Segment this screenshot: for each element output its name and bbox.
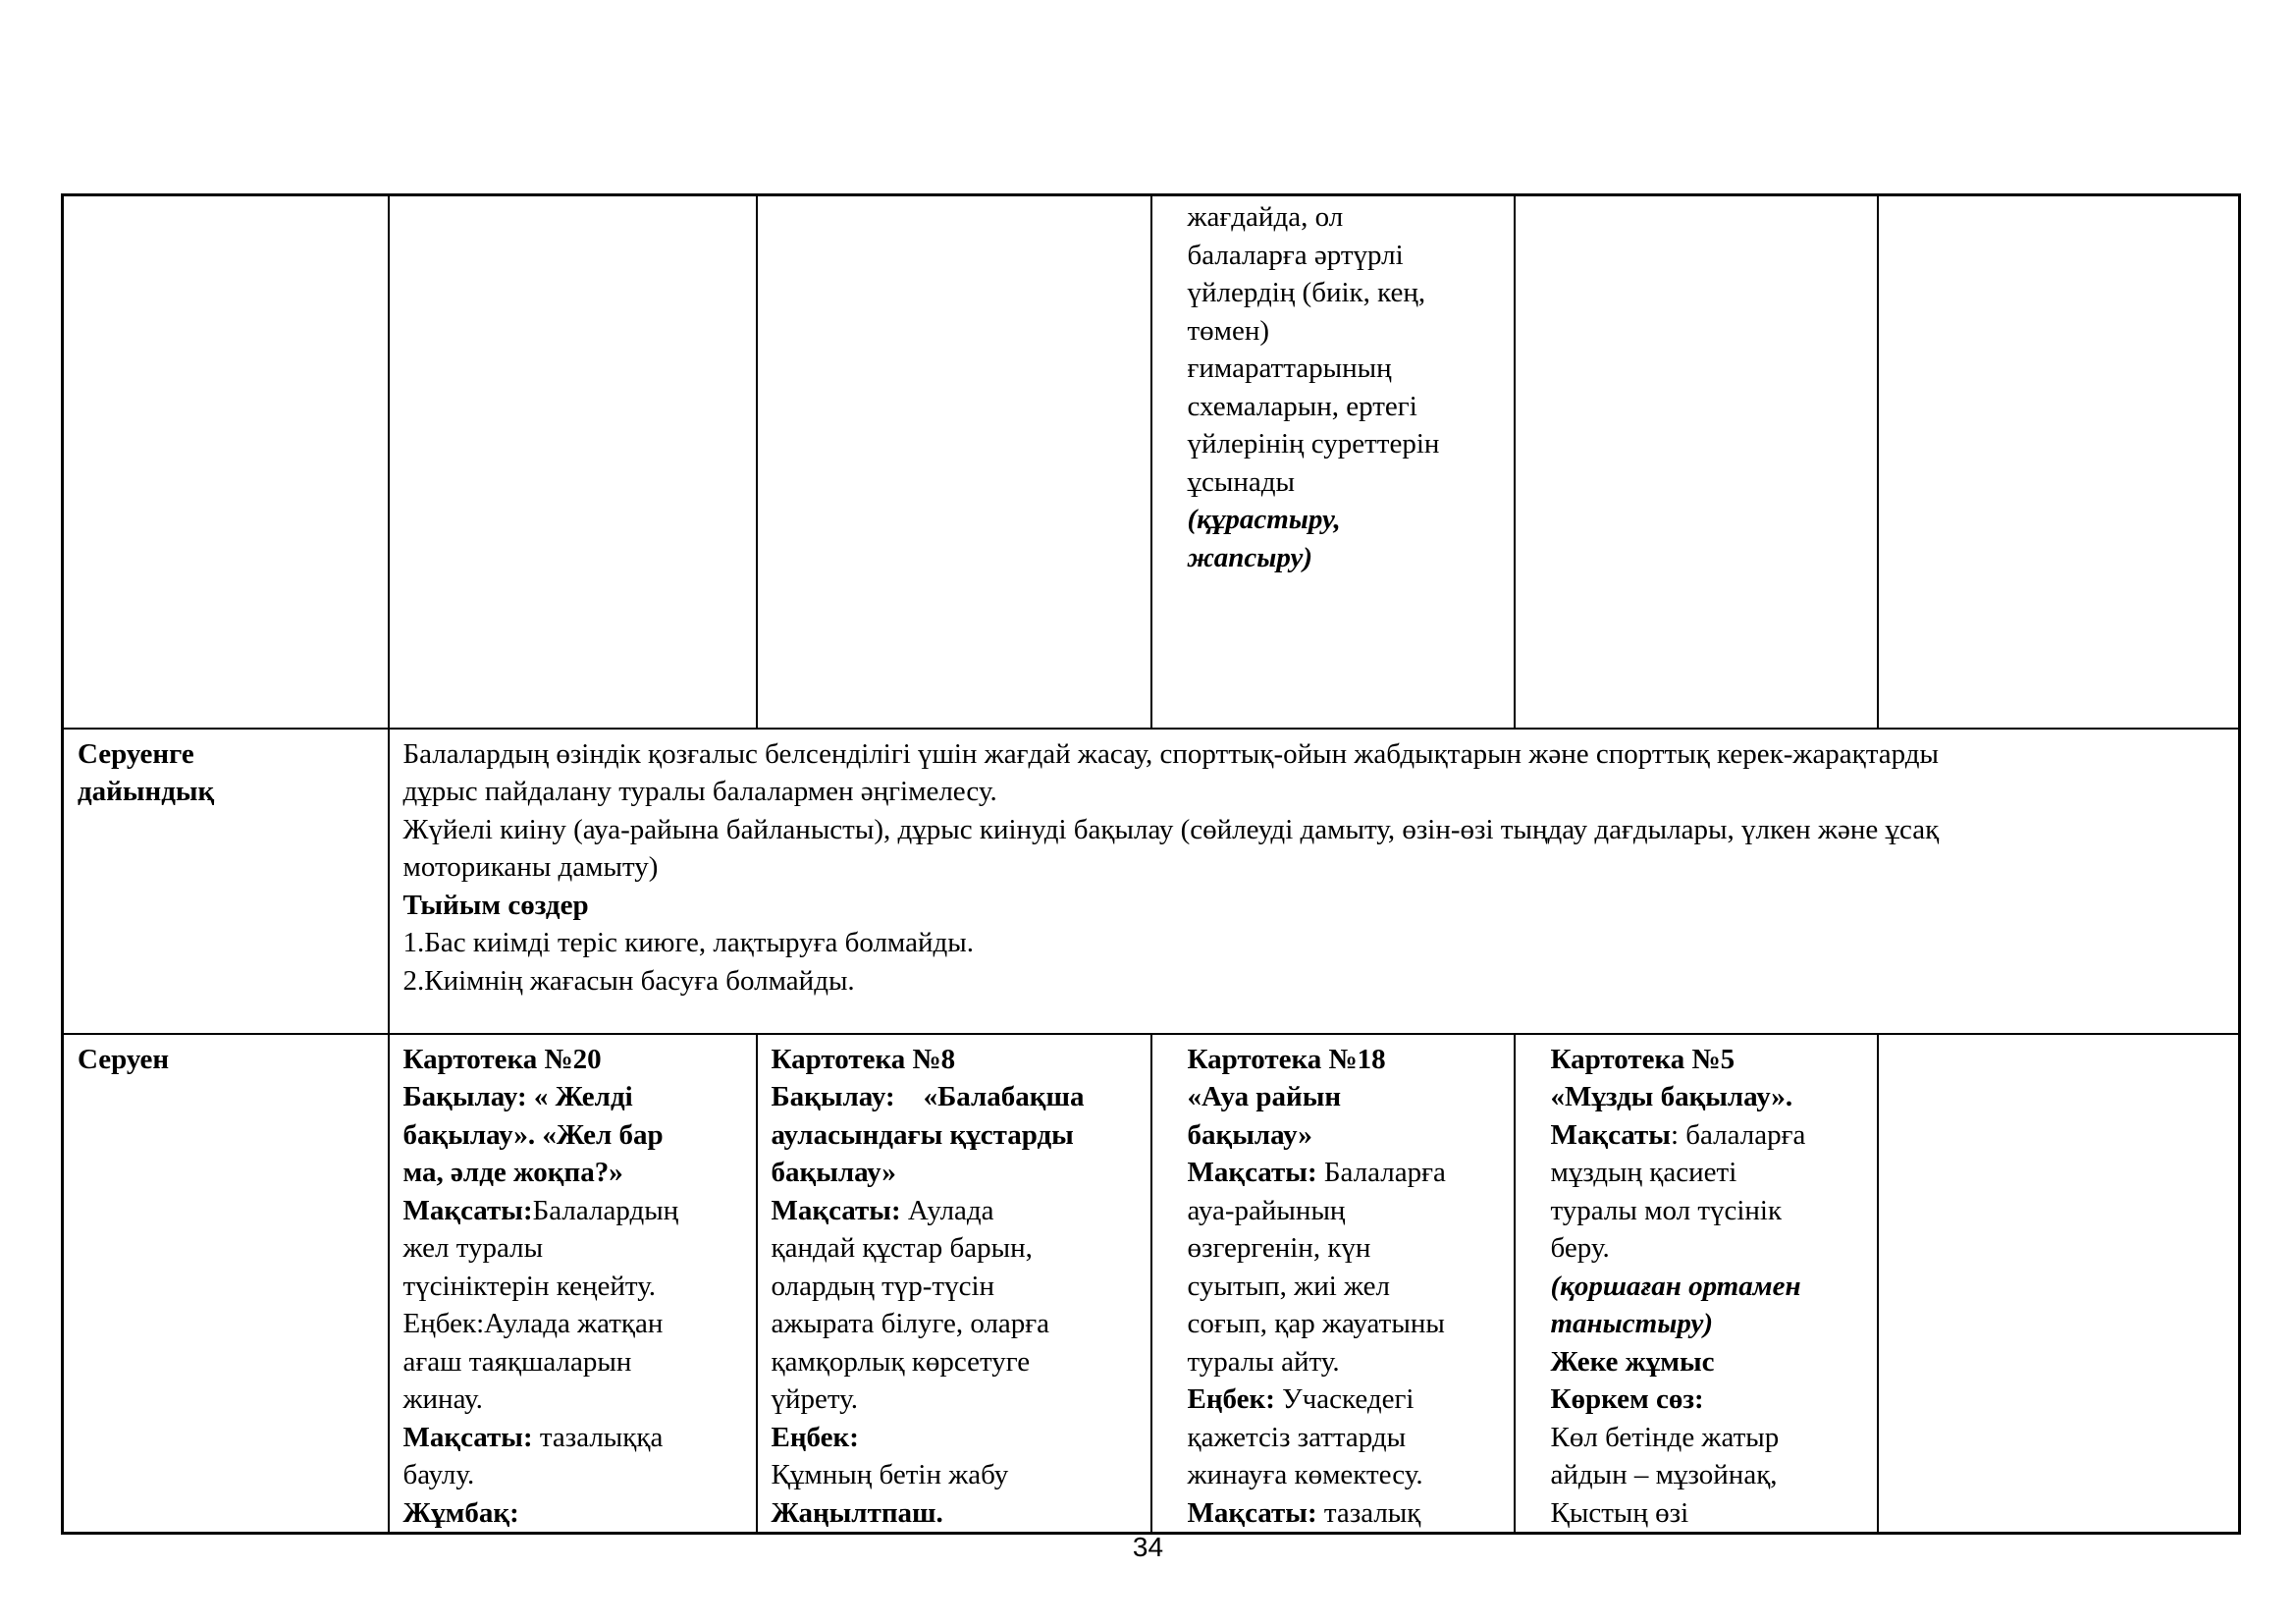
text-line: Еңбек:Аулада жатқан bbox=[402, 1308, 664, 1339]
text-line: соғып, қар жауатыны bbox=[1187, 1308, 1445, 1339]
observation-line: Бақылау: « Желді bbox=[402, 1081, 633, 1112]
text-line: дұрыс пайдалану туралы балалармен әңгімелесу. bbox=[402, 776, 997, 807]
poem-line: Қыстың өзі bbox=[1550, 1496, 1689, 1529]
text-line: Құмның бетін жабу bbox=[771, 1459, 1009, 1490]
observation-line: ма, әлде жоқпа?» bbox=[402, 1157, 623, 1188]
text-line: ғимараттарының bbox=[1187, 352, 1392, 384]
observation-line: ауласындағы құстарды bbox=[771, 1118, 1074, 1151]
monday-cell bbox=[389, 195, 757, 729]
text-line: үйлерінің суреттерін bbox=[1187, 428, 1440, 460]
row-label: дайындық bbox=[78, 776, 215, 807]
walk-preparation-content bbox=[389, 729, 2240, 1034]
activity-type-line: жапсыру) bbox=[1187, 541, 1312, 573]
text-line: жел туралы bbox=[402, 1232, 544, 1264]
tuesday-cell bbox=[757, 195, 1151, 729]
text-line: баулу. bbox=[402, 1459, 475, 1490]
text-line: олардың түр-түсін bbox=[771, 1270, 995, 1302]
taboo-item: 2.Киімнің жағасын басуға болмайды. bbox=[402, 964, 855, 997]
text-line: ағаш таяқшаларын bbox=[402, 1345, 632, 1378]
wednesday-cell bbox=[1151, 195, 1515, 729]
text-line: қандай құстар барын, bbox=[771, 1232, 1033, 1264]
goal-line bbox=[772, 1192, 1137, 1230]
thursday-walk-cell bbox=[1515, 1034, 1878, 1534]
text-line: үйлердің (биік, кең, bbox=[1187, 277, 1426, 308]
row-label: Серуенге bbox=[78, 737, 194, 770]
card-title: Картотека №5 bbox=[1550, 1043, 1735, 1075]
goal-text: Балалардың bbox=[532, 1194, 679, 1226]
text-line: жинау. bbox=[402, 1383, 483, 1415]
text-line: суытып, жиі жел bbox=[1187, 1270, 1391, 1302]
text-line: жинауға көмектесу. bbox=[1187, 1459, 1423, 1490]
friday-cell bbox=[1878, 195, 2240, 729]
goal-label: Мақсаты: bbox=[402, 1421, 533, 1453]
text-line: Балалардың өзіндік қозғалыс белсенділігі үшін жағдай жасау, спорттық-ойын жабдықтарын және спорттық керек-жарақтарды bbox=[402, 737, 1940, 770]
observation-line: Бақылау: «Балабақша bbox=[771, 1081, 1085, 1112]
work-label: Еңбек: bbox=[771, 1421, 859, 1453]
text-line: төмен) bbox=[1187, 314, 1270, 347]
text-line: өзгергенін, күн bbox=[1187, 1232, 1371, 1264]
text-line: ауа-райының bbox=[1187, 1194, 1346, 1226]
activity-type-line: (құрастыру, bbox=[1187, 504, 1341, 535]
goal-text: тазалық bbox=[1316, 1496, 1421, 1529]
observation-line: «Мұзды бақылау». bbox=[1550, 1081, 1793, 1112]
walk-preparation-row bbox=[63, 729, 2240, 1034]
work-text: Учаскедегі bbox=[1274, 1383, 1415, 1415]
row-label-cell bbox=[63, 1034, 389, 1534]
goal-line bbox=[1188, 1494, 1500, 1533]
text-line: ұсынады bbox=[1187, 465, 1295, 498]
observation-line: бақылау» bbox=[771, 1157, 896, 1188]
thursday-cell bbox=[1515, 195, 1878, 729]
activity-type-line: (қоршаған ортамен bbox=[1550, 1270, 1801, 1302]
row-label-cell bbox=[63, 195, 389, 729]
card-title: Картотека №20 bbox=[402, 1043, 602, 1075]
text-line: моториканы дамыту) bbox=[402, 851, 659, 883]
text-line: жағдайда, ол bbox=[1187, 201, 1344, 233]
tongue-twister-label: Жаңылтпаш. bbox=[771, 1496, 943, 1529]
goal-line bbox=[403, 1192, 742, 1230]
card-title: Картотека №8 bbox=[771, 1043, 956, 1075]
text-line: қажетсіз заттарды bbox=[1187, 1421, 1407, 1453]
text-line: схемаларын, ертегі bbox=[1187, 390, 1417, 422]
text-line: туралы мол түсінік bbox=[1550, 1194, 1783, 1226]
observation-line: бақылау». «Жел бар bbox=[402, 1118, 664, 1151]
work-line bbox=[1188, 1380, 1500, 1419]
text-line: үйрету. bbox=[771, 1383, 859, 1415]
tuesday-walk-cell bbox=[757, 1034, 1151, 1534]
row-label: Серуен bbox=[78, 1043, 170, 1075]
page-number: 34 bbox=[1132, 1532, 1164, 1562]
text-line: беру. bbox=[1550, 1232, 1610, 1264]
text-line: туралы айту. bbox=[1187, 1345, 1340, 1378]
goal-label: Мақсаты: bbox=[402, 1194, 533, 1226]
observation-line: «Ауа райын bbox=[1187, 1081, 1342, 1112]
text-line: мұздың қасиеті bbox=[1550, 1157, 1737, 1188]
goal-label: Мақсаты: bbox=[1187, 1496, 1317, 1529]
text-line: балаларға әртүрлі bbox=[1187, 239, 1404, 271]
work-label: Еңбек: bbox=[1187, 1383, 1275, 1415]
poem-line: Көл бетінде жатыр bbox=[1550, 1421, 1780, 1453]
riddle-label: Жұмбақ: bbox=[402, 1496, 519, 1529]
monday-walk-cell bbox=[389, 1034, 757, 1534]
goal-text: Аулада bbox=[900, 1194, 994, 1226]
goal-line bbox=[1551, 1116, 1863, 1155]
wednesday-walk-cell bbox=[1151, 1034, 1515, 1534]
individual-work-label: Жеке жұмыс bbox=[1550, 1345, 1715, 1378]
text-line: қамқорлық көрсетуге bbox=[771, 1345, 1031, 1378]
activity-type-line: таныстыру) bbox=[1550, 1308, 1713, 1339]
goal-label: Мақсаты bbox=[1550, 1118, 1671, 1151]
taboo-item: 1.Бас киімді теріс киюге, лақтыруға болмайды. bbox=[402, 927, 974, 958]
card-title: Картотека №18 bbox=[1187, 1043, 1386, 1075]
goal-line bbox=[1188, 1154, 1500, 1192]
goal-label: Мақсаты: bbox=[771, 1194, 901, 1226]
continuation-row bbox=[63, 195, 2240, 729]
row-label-cell bbox=[63, 729, 389, 1034]
goal-text: тазалыққа bbox=[532, 1421, 664, 1453]
text-line: Жүйелі киіну (ауа-райына байланысты), дұрыс киінуді бақылау (сөйлеуді дамыту, өзін-өзі тыңдау дағдылары, үлкен және ұсақ bbox=[402, 813, 1940, 845]
text-line: түсініктерін кеңейту. bbox=[402, 1270, 657, 1302]
plan-table bbox=[61, 193, 2241, 1535]
goal-text: : балаларға bbox=[1670, 1118, 1806, 1151]
observation-line: бақылау» bbox=[1187, 1118, 1312, 1151]
taboo-heading: Тыйым сөздер bbox=[402, 889, 589, 921]
walk-row bbox=[63, 1034, 2240, 1534]
goal-line bbox=[403, 1419, 742, 1457]
friday-walk-cell bbox=[1878, 1034, 2240, 1534]
text-line: ажырата білуге, оларға bbox=[771, 1308, 1050, 1339]
art-word-label: Көркем сөз: bbox=[1550, 1383, 1704, 1415]
poem-line: айдын – мұзойнақ, bbox=[1550, 1459, 1778, 1490]
goal-text: Балаларға bbox=[1316, 1157, 1446, 1188]
goal-label: Мақсаты: bbox=[1187, 1157, 1317, 1188]
